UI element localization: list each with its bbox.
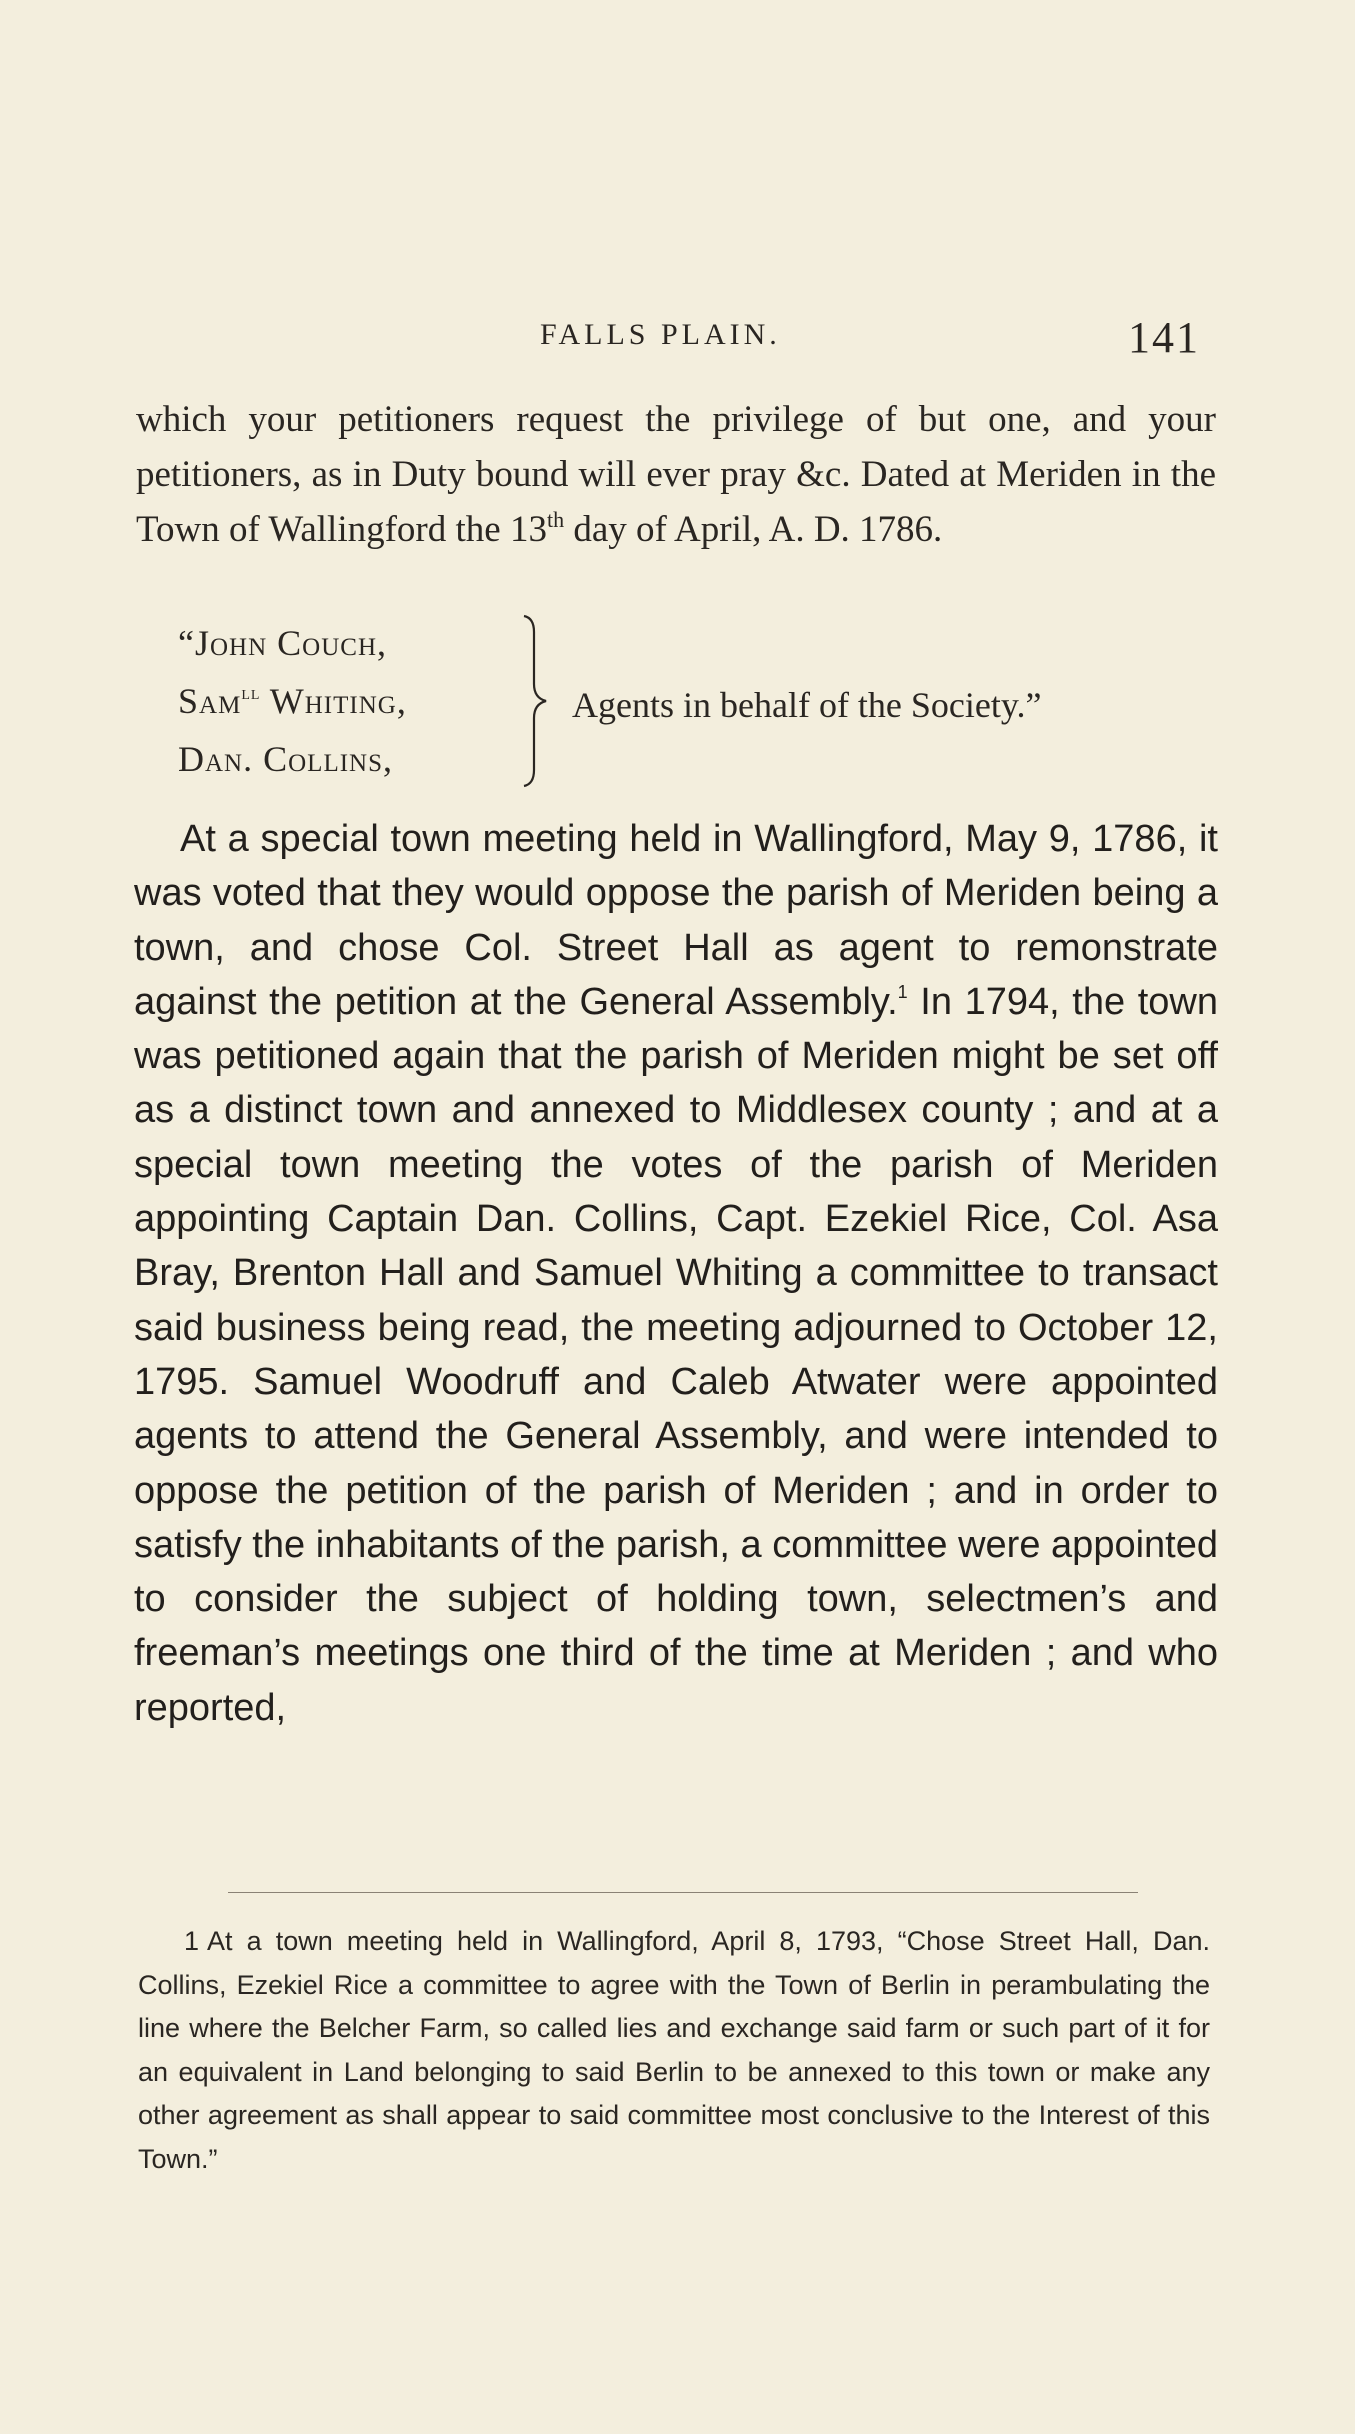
footnote-reference: 1 <box>897 981 908 1002</box>
main-text-part2: In 1794, the town was petitioned again that the parish of Meriden might be set off as a distinct town and annexed to Middlesex county ; and at a special town meeting the votes of the parish of Meriden appointing Captain Dan. Collins, Capt. Ezekiel Rice, Col. Asa Bray, Brenton Hall and Samuel Whiting a committee to transact said business being read, the meeting adjourned to October 12, 1795. Samuel Woodruff and Caleb Atwater were appointed agents to attend the General Assembly, and were intended to oppose the petition of the parish of Meriden ; and in order to satisfy the inhabitants of the parish, a committee were appointed to consider the subject of holding town, selectmen’s and freeman’s meetings one third of the time at Meriden ; and who reported, <box>134 980 1218 1729</box>
signatory-names <box>178 614 407 788</box>
running-title: FALLS PLAIN. <box>540 318 781 351</box>
town-meeting-paragraph <box>134 812 1218 1735</box>
signature-block <box>178 614 1218 784</box>
footnote-marker: 1 <box>184 1926 200 1956</box>
running-head <box>0 313 1355 368</box>
footnote-divider <box>228 1892 1138 1893</box>
signatory-surname: Whiting, <box>260 681 407 721</box>
signatory-john-couch: “John Couch, <box>178 623 387 663</box>
signatory-abbrev: Sam <box>178 681 242 721</box>
petition-text-part1: which your petitioners request the privilege of but one, and your petitioners, as in Duty bound will ever pray &c. Dated at Meriden in the Town of Wallingford the 13 <box>136 399 1216 550</box>
petition-text-part2: day of April, A. D. 1786. <box>564 509 943 550</box>
ordinal-superscript: th <box>546 507 565 532</box>
page-number: 141 <box>1128 313 1200 362</box>
signatory-samuel-whiting <box>178 672 407 730</box>
petition-closing-paragraph <box>136 392 1216 557</box>
main-text-part1: At a special town meeting held in Wallingford, May 9, 1786, it was voted that they would oppose the parish of Meriden being a town, and chose Col. Street Hall as agent to remonstrate against the petition at the General Assembly. <box>134 818 1218 1023</box>
abbrev-superscript: ll <box>241 682 261 704</box>
footnote <box>138 1920 1210 2181</box>
agents-role-text: Agents in behalf of the Society.” <box>572 685 1042 725</box>
signatory-dan-collins: Dan. Collins, <box>178 739 393 779</box>
footnote-text: At a town meeting held in Wallingford, April 8, 1793, “Chose Street Hall, Dan. Collins, Ezekiel Rice a committee to agree with the Town of Berlin in perambulating the line where the Belcher Farm, so called lies and exchange said farm or such part of it for an equivalent in Land belonging to said Berlin to be annexed to this town or make any other agreement as shall appear to said committee most conclusive to the Interest of this Town.” <box>138 1926 1210 2174</box>
right-brace-icon <box>520 614 554 788</box>
